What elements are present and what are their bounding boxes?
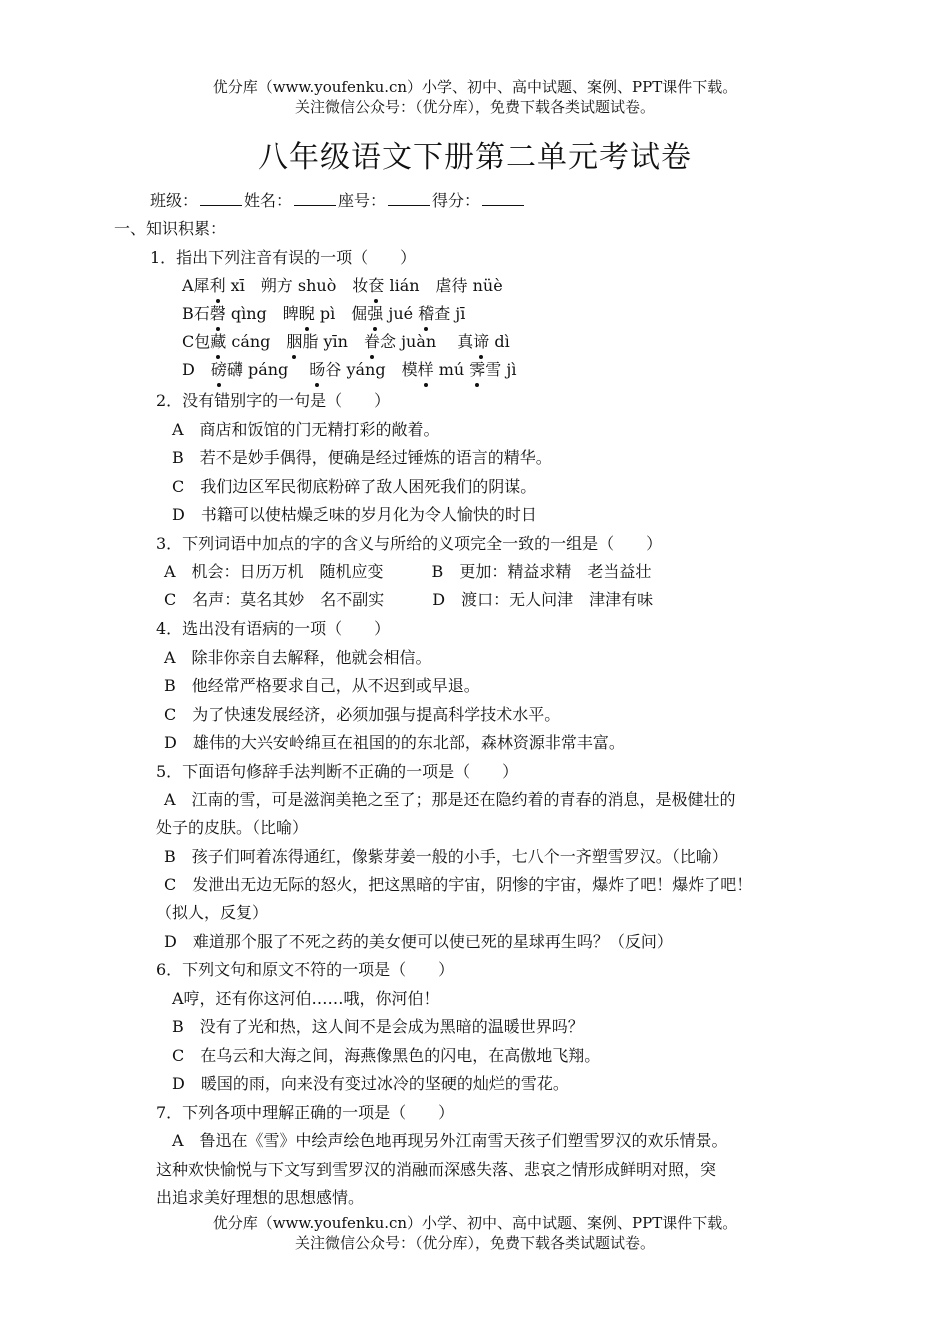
class-blank — [200, 191, 242, 206]
q4-option-d: D 雄伟的大兴安岭绵亘在祖国的的东北部，森林资源非常丰富。 — [164, 733, 625, 752]
q5-option-c-line-1: C 发泄出无边无际的怒火，把这黑暗的宇宙，阴惨的宇宙，爆炸了吧！爆炸了吧！ — [164, 875, 753, 894]
footer-promo-line-1: 优分库（www.youfenku.cn）小学、初中、高中试题、案例、PPT课件下载。 — [212, 1214, 738, 1232]
q1-option-d: D 磅礴 páng 旸谷 yáng 模样 mú 霁雪 jì — [182, 360, 517, 379]
q5-option-b: B 孩子们呵着冻得通红，像紫芽姜一般的小手，七八个一齐塑雪罗汉。（比喻） — [164, 847, 728, 866]
score-blank — [482, 191, 524, 206]
q1-option-c: C包藏 cáng 胭脂 yīn 眷念 juàn 真谛 dì — [182, 332, 510, 351]
q5-stem: 5．下面语句修辞手法判断不正确的一项是（ ） — [156, 762, 519, 781]
q6-option-d: D 暖国的雨，向来没有变过冰冷的坚硬的灿烂的雪花。 — [172, 1074, 569, 1093]
q1-stem: 1．指出下列注音有误的一项（ ） — [150, 248, 417, 267]
q3-stem: 3．下列词语中加点的字的含义与所给的义项完全一致的一组是（ ） — [156, 534, 663, 553]
q6-option-a: A哼，还有你这河伯……哦，你河伯！ — [172, 989, 440, 1008]
q6-stem: 6．下列文句和原文不符的一项是（ ） — [156, 960, 455, 979]
q4-stem: 4．选出没有语病的一项（ ） — [156, 619, 391, 638]
footer-promo-line-2: 关注微信公众号：（优分库），免费下载各类试题试卷。 — [294, 1234, 655, 1252]
class-label: 班级： — [150, 191, 199, 210]
q2-option-c: C 我们边区军民彻底粉碎了敌人困死我们的阴谋。 — [172, 477, 537, 496]
q7-stem: 7．下列各项中理解正确的一项是（ ） — [156, 1103, 455, 1122]
seat-label: 座号： — [338, 191, 387, 210]
q4-option-c: C 为了快速发展经济，必须加强与提高科学技术水平。 — [164, 705, 561, 724]
q5-option-a-line-1: A 江南的雪，可是滋润美艳之至了；那是还在隐约着的青春的消息，是极健壮的 — [164, 790, 736, 809]
q7-option-a-line-2: 这种欢快愉悦与下文写到雪罗汉的消融而深感失落、悲哀之情形成鲜明对照，突 — [156, 1160, 717, 1179]
q5-option-a-line-2: 处子的皮肤。（比喻） — [156, 818, 309, 837]
q3-options-row-2: C 名声：莫名其妙 名不副实 D 渡口：无人问津 津津有味 — [164, 590, 654, 609]
header-promo-line-1: 优分库（www.youfenku.cn）小学、初中、高中试题、案例、PPT课件下载。 — [212, 78, 738, 96]
name-label: 姓名： — [244, 191, 293, 210]
q5-option-d: D 难道那个服了不死之药的美女便可以使已死的星球再生吗？（反问） — [164, 932, 673, 951]
q2-option-a: A 商店和饭馆的门无精打彩的敞着。 — [172, 420, 440, 439]
q5-option-c-line-2: （拟人，反复） — [156, 903, 269, 922]
q4-option-a: A 除非你亲自去解释，他就会相信。 — [164, 648, 432, 667]
q2-stem: 2．没有错别字的一句是（ ） — [156, 391, 391, 410]
section-heading: 一、知识积累： — [114, 219, 227, 238]
score-label: 得分： — [432, 191, 481, 210]
name-blank — [294, 191, 336, 206]
header-promo-line-2: 关注微信公众号：（优分库），免费下载各类试题试卷。 — [294, 98, 655, 116]
q3-options-row-1: A 机会：日历万机 随机应变 B 更加：精益求精 老当益壮 — [164, 562, 652, 581]
q1-option-a: A犀利 xī 朔方 shuò 妆奁 lián 虐待 nüè — [182, 276, 503, 295]
q4-option-b: B 他经常严格要求自己，从不迟到或早退。 — [164, 676, 480, 695]
q2-option-b: B 若不是妙手偶得，便确是经过锤炼的语言的精华。 — [172, 448, 552, 467]
q7-option-a-line-3: 出追求美好理想的思想感情。 — [156, 1188, 365, 1207]
q1-option-b: B石磬 qìng 睥睨 pì 倔强 jué 稽查 jī — [182, 304, 466, 323]
student-info-row — [150, 191, 526, 211]
seat-blank — [388, 191, 430, 206]
q7-option-a-line-1: A 鲁迅在《雪》中绘声绘色地再现另外江南雪天孩子们塑雪罗汉的欢乐情景。 — [172, 1131, 728, 1150]
page-title: 八年级语文下册第二单元考试卷 — [258, 140, 692, 175]
q2-option-d: D 书籍可以使枯燥乏味的岁月化为令人愉快的时日 — [172, 505, 537, 524]
q6-option-b: B 没有了光和热，这人间不是会成为黑暗的温暖世界吗？ — [172, 1017, 584, 1036]
q6-option-c: C 在乌云和大海之间，海燕像黑色的闪电，在高傲地飞翔。 — [172, 1046, 601, 1065]
